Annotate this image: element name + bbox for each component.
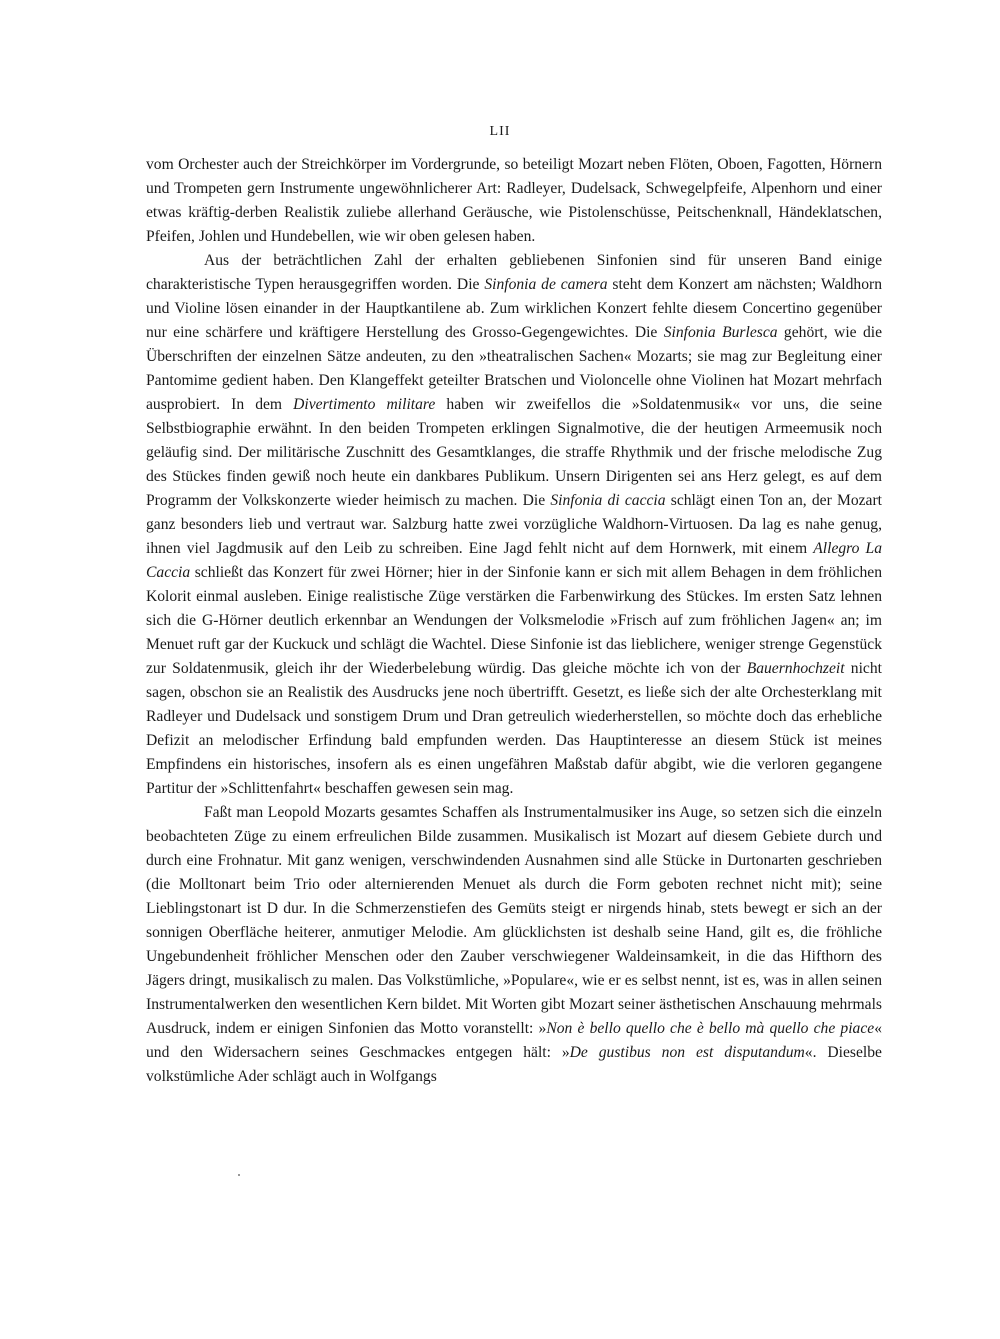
text-run: schlägt einen Ton an, der Mozart ganz besonders lieb und vertraut war. Salzburg hatte zwei vorzügliche Waldhorn-Virtuosen. Da lag es nahe genug, ihnen viel Jagdmusik auf den Leib zu schreiben. Eine Jagd fehlt nicht auf dem Hornwerk, mit einem bbox=[146, 492, 882, 557]
text-run: vom Orchester auch der Streichkörper im Vordergrunde, so beteiligt Mozart neben Flöten, Oboen, Fagotten, Hörnern und Trompeten gern Instrumente ungewöhnlicherer Art: Radleyer, Dudelsack, Schwegelpfeife, Alpenhorn und einer etwas kräftig-derben Realistik zuliebe allerhand Geräusche, wie Pistolenschüsse, Peitschenknall, Händeklatschen, Pfeifen, Johlen und Hundebellen, wie wir oben gelesen haben. bbox=[146, 156, 882, 245]
text-run: nicht sagen, obschon sie an Realistik des Ausdrucks jene noch übertrifft. Gesetzt, es ließe sich der alte Orchesterklang mit Radleyer und Dudelsack und sonstigem Drum und Dran getreulich wiederherstellen, so möchte doch das erhebliche Defizit an melodischer Erfindung bald empfunden werden. Das Hauptinteresse an diesem Stück ist meines Empfindens ein historisches, insofern als es einen ungefähren Maßstab dafür abgibt, wie die verloren gegangene Partitur der »Schlittenfahrt« beschaffen gewesen sein mag. bbox=[146, 660, 882, 797]
page-number: LII bbox=[489, 124, 511, 139]
italic-title: De gustibus non est disputandum bbox=[569, 1044, 805, 1061]
italic-title: Allegro La Caccia bbox=[146, 540, 882, 581]
text-run: haben wir zweifellos die »Soldatenmusik« vor uns, die seine Selbstbiographie erwähnt. In den beiden Trompeten erklingen Signalmotive, die der heutigen Armeemusik noch geläufig sind. Der militärische Zuschnitt des Gesamtklanges, die straffe Rhythmik und der frische melodische Zug des Stückes finden gewiß noch heute ein dankbares Publikum. Unsern Dirigenten sei ans Herz gelegt, es auf dem Programm der Volkskonzerte wieder heimisch zu machen. Die bbox=[146, 396, 882, 509]
text-run: «. Dieselbe volkstümliche Ader schlägt auch in Wolfgangs bbox=[146, 1044, 882, 1085]
italic-title: Bauernhochzeit bbox=[746, 660, 845, 677]
paragraph bbox=[146, 249, 882, 801]
text-run: gehört, wie die Überschriften der einzelnen Sätze andeuten, zu den »theatralischen Sachen« Mozarts; sie mag zur Begleitung einer Pantomime gedient haben. Den Klangeffekt geteilter Bratschen und Violoncelle ohne Violinen hat Mozart mehrfach ausprobiert. In dem bbox=[146, 324, 883, 413]
text-run: Aus der beträchtlichen Zahl der erhalten gebliebenen Sinfonien sind für unseren Band einige charakteristische Typen herausgegriffen worden. Die bbox=[146, 252, 882, 293]
paragraph bbox=[146, 801, 882, 1089]
text-run: Faßt man Leopold Mozarts gesamtes Schaffen als Instrumentalmusiker ins Auge, so setzen sich die einzeln beobachteten Züge zu einem erfreulichen Bilde zusammen. Musikalisch ist Mozart auf diesem Gebiete durch und durch eine Frohnatur. Mit ganz wenigen, verschwindenden Ausnahmen sind alle Stücke in Durtonarten geschrieben (die Molltonart beim Trio oder alternierenden Menuet als durch die Form geboten rechnet nicht mit); seine Lieblingstonart ist D dur. In die Schmerzenstiefen des Gemüts steigt er nirgends hinab, stets bewegt er sich an der sonnigen Oberfläche heiterer, anmutiger Melodie. Am glücklichsten ist deshalb seine Hand, gilt es, die fröhliche Ungebundenheit fröhlicher Menschen oder den Zauber verschwiegener Waldeinsamkeit, in die das Hifthorn des Jägers dringt, musikalisch zu malen. Das Volkstümliche, »Populare«, wie er es selbst nennt, ist es, was in allen seinen Instrumentalwerken den wesentlichen Kern bildet. Mit Worten gibt Mozart seiner ästhetischen Anschauung mehrmals Ausdruck, indem er einigen Sinfonien das Motto voranstellt: » bbox=[146, 804, 882, 1037]
print-speck bbox=[238, 1174, 240, 1176]
text-run: schließt das Konzert für zwei Hörner; hier in der Sinfonie kann er sich mit allem Behagen in dem fröhlichen Kolorit einmal ausleben. Einige realistische Züge verstärken die Farbenwirkung des Stückes. Im ersten Satz lehnen sich die G-Hörner deutlich erkennbar an Wendungen der Volksmelodie »Frisch auf zum fröhlichen Jagen« an; im Menuet ruft gar der Kuckuck und schlägt die Wachtel. Diese Sinfonie ist das lieblichere, weniger strenge Gegenstück zur Soldatenmusik, gleich ihr der Wiederbelebung würdig. Das gleiche möchte ich von der bbox=[146, 564, 882, 677]
italic-title: Sinfonia Burlesca bbox=[663, 324, 778, 341]
italic-title: Sinfonia de camera bbox=[484, 276, 608, 293]
text-run: « und den Widersachern seines Geschmackes entgegen hält: » bbox=[146, 1020, 882, 1061]
italic-title: Divertimento militare bbox=[293, 396, 436, 413]
body-text bbox=[146, 153, 882, 1089]
text-run: steht dem Konzert am nächsten; Waldhorn und Violine lösen einander in der Hauptkantilene ab. Zum wirklichen Konzert fehlte diesem Concertino gegenüber nur eine schärfere und kräftigere Herstellung des Grosso-Gegengewichtes. Die bbox=[146, 276, 882, 341]
italic-title: Sinfonia di caccia bbox=[550, 492, 666, 509]
paragraph bbox=[146, 153, 882, 249]
italic-title: Non è bello quello che è bello mà quello che piace bbox=[546, 1020, 875, 1037]
